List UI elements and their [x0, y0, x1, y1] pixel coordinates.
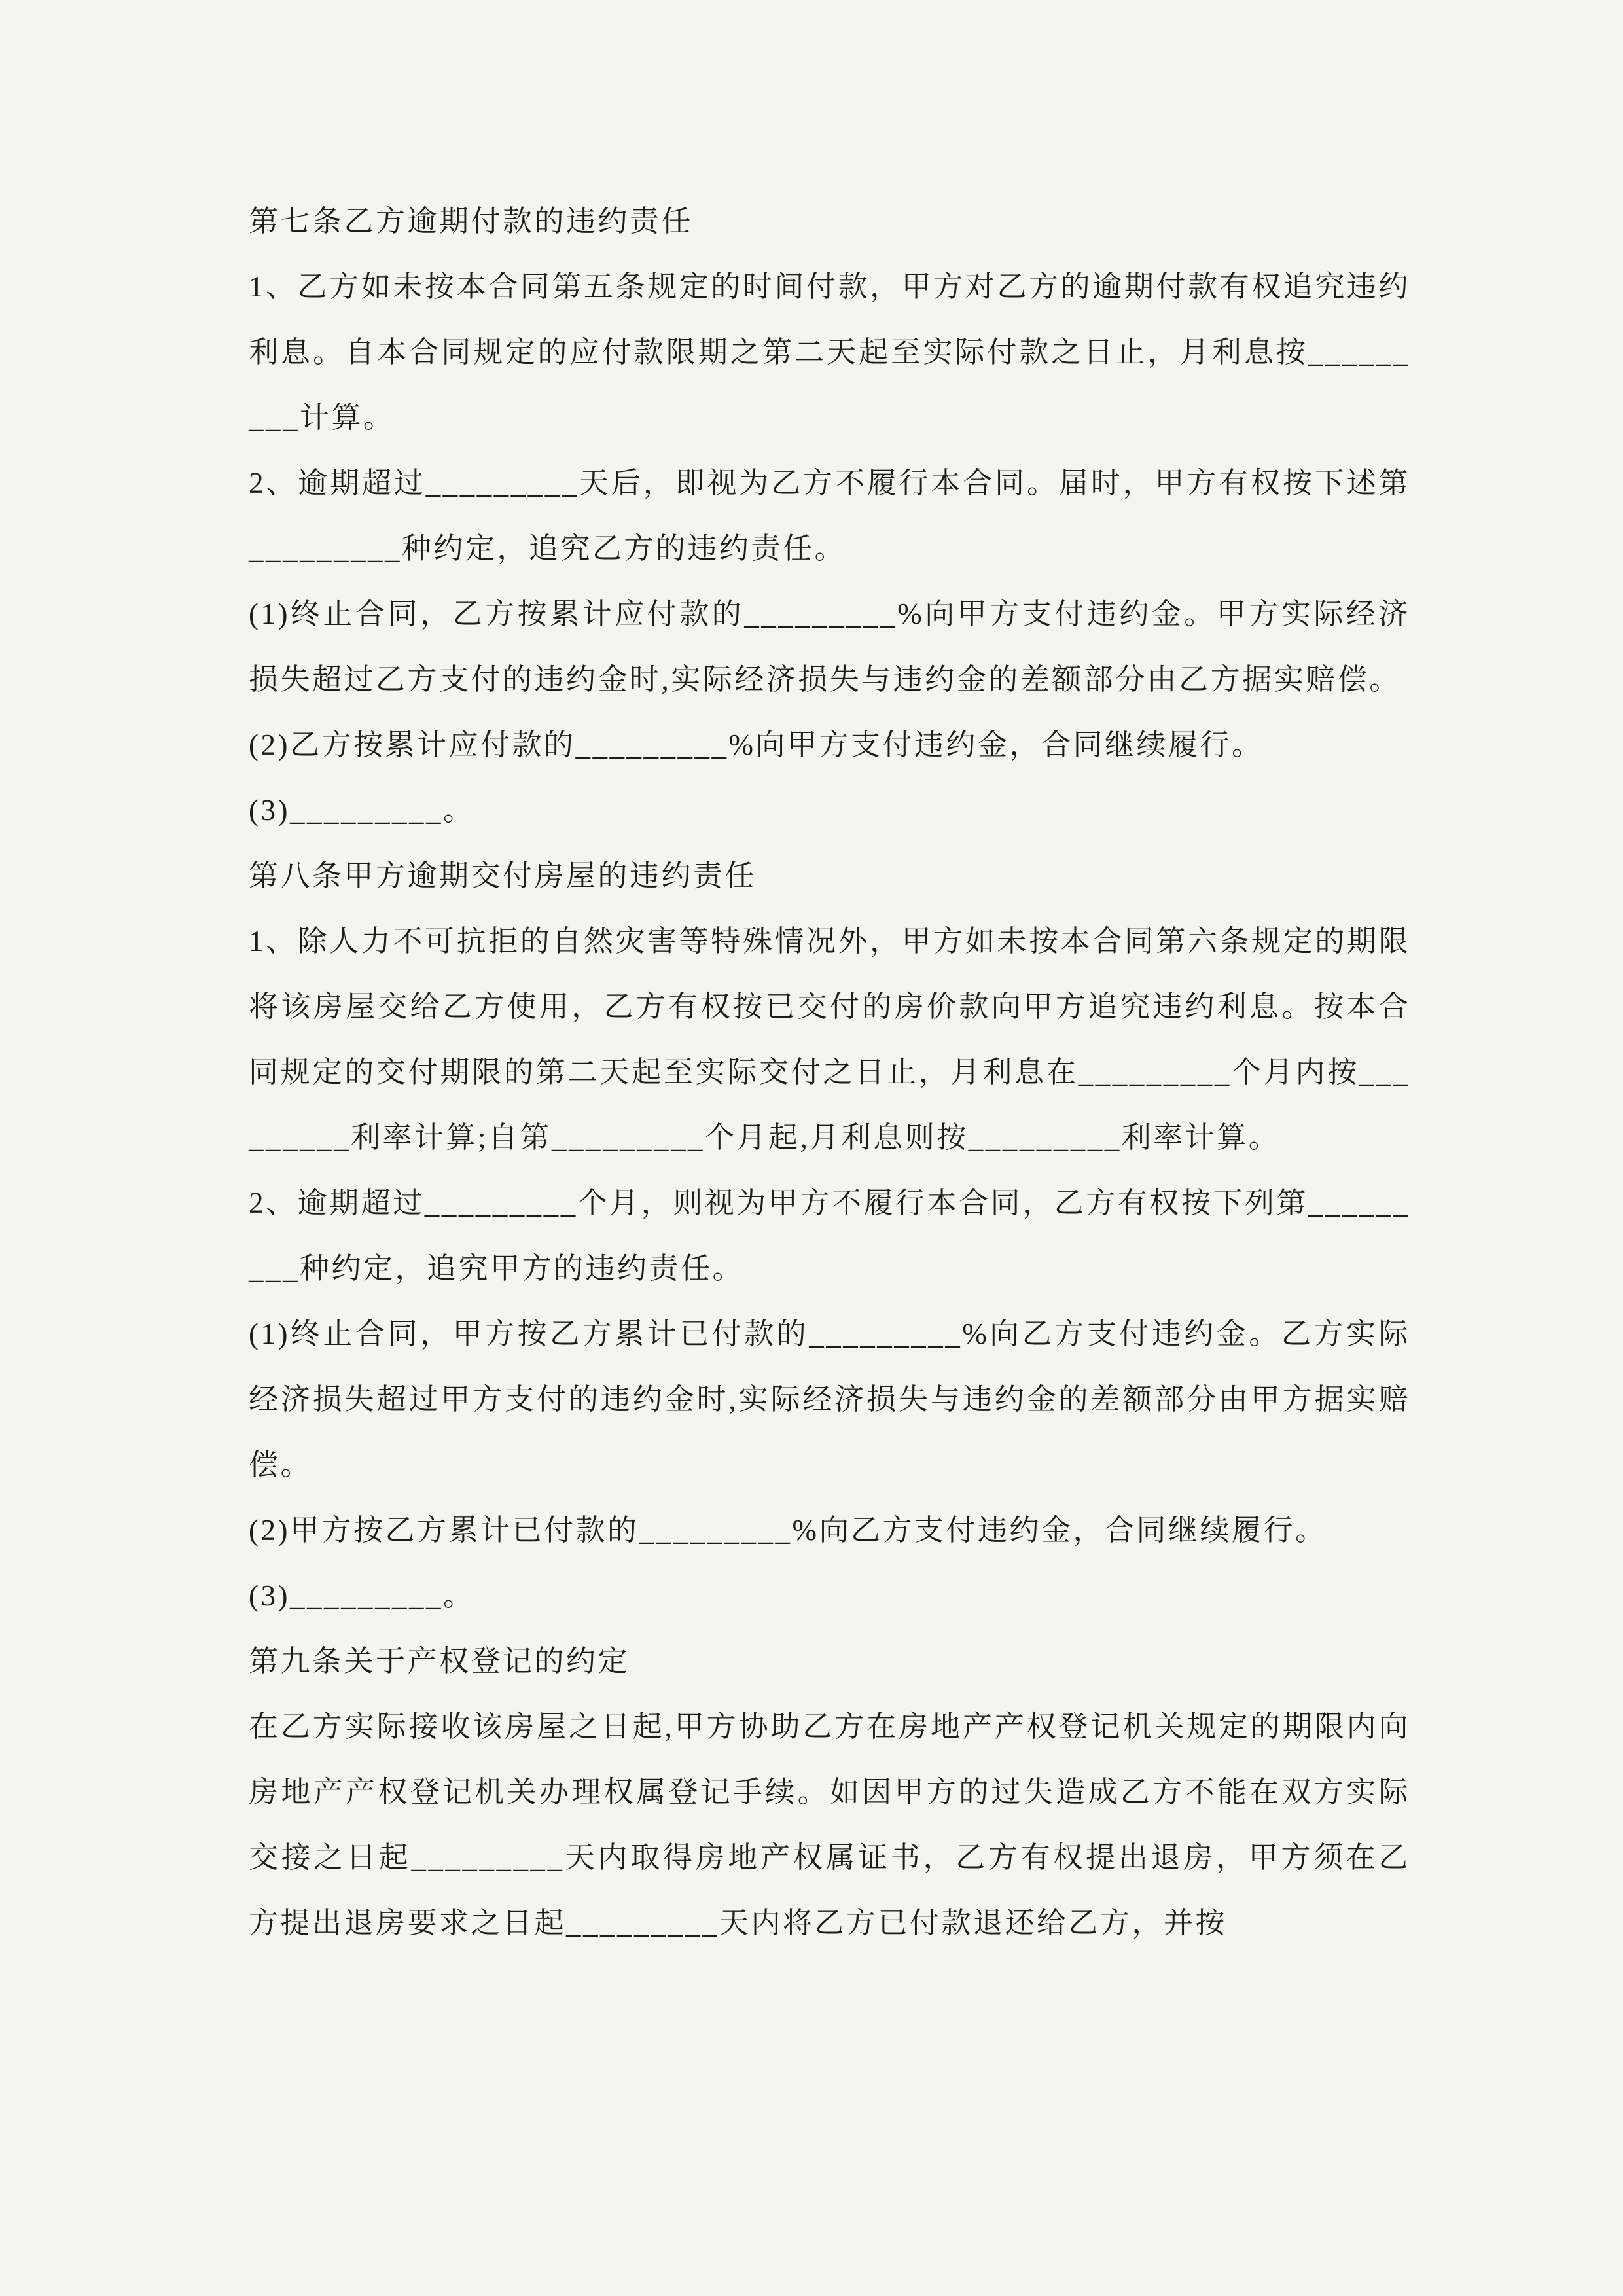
clause-8-title: 第八条甲方逾期交付房屋的违约责任 — [249, 859, 757, 892]
clause-7-title: 第七条乙方逾期付款的违约责任 — [249, 205, 694, 238]
clause-8-item-2: 2、逾期超过_________个月，则视为甲方不履行本合同，乙方有权按下列第_________种约定，追究甲方的违约责任。 — [249, 1187, 1410, 1285]
clause-8-subclause-2: (2)甲方按乙方累计已付款的_________%向乙方支付违约金，合同继续履行。 — [249, 1514, 1327, 1547]
clause-7-subclause-3: (3)_________。 — [249, 794, 475, 827]
clause-8-subclause-1: (1)终止合同，甲方按乙方累计已付款的_________%向乙方支付违约金。乙方实际经济损失超过甲方支付的违约金时,实际经济损失与违约金的差额部分由甲方据实赔偿。 — [249, 1318, 1410, 1481]
clause-9-title: 第九条关于产权登记的约定 — [249, 1645, 630, 1677]
clause-7-subclause-1: (1)终止合同，乙方按累计应付款的_________%向甲方支付违约金。甲方实际经济损失超过乙方支付的违约金时,实际经济损失与违约金的差额部分由乙方据实赔偿。 — [249, 598, 1410, 696]
clause-7-item-1: 1、乙方如未按本合同第五条规定的时间付款，甲方对乙方的逾期付款有权追究违约利息。自本合同规定的应付款限期之第二天起至实际付款之日止，月利息按_________计算。 — [249, 270, 1410, 434]
clause-7-item-2: 2、逾期超过_________天后，即视为乙方不履行本合同。届时，甲方有权按下述第_________种约定，追究乙方的违约责任。 — [249, 467, 1410, 565]
clause-7-subclause-2: (2)乙方按累计应付款的_________%向甲方支付违约金，合同继续履行。 — [249, 728, 1264, 761]
clause-8-subclause-3: (3)_________。 — [249, 1579, 475, 1612]
contract-body — [249, 188, 1410, 1956]
clause-9-body: 在乙方实际接收该房屋之日起,甲方协助乙方在房地产产权登记机关规定的期限内向房地产产权登记机关办理权属登记手续。如因甲方的过失造成乙方不能在双方实际交接之日起_________天内取得房地产权属证书，乙方有权提出退房，甲方须在乙方提出退房要求之日起_________天内将乙方已付款退还给乙方，并按 — [249, 1710, 1410, 1939]
clause-8-item-1: 1、除人力不可抗拒的自然灾害等特殊情况外，甲方如未按本合同第六条规定的期限将该房屋交给乙方使用，乙方有权按已交付的房价款向甲方追究违约利息。按本合同规定的交付期限的第二天起至实际交付之日止，月利息在_________个月内按_________利率计算;自第_________个月起,月利息则按_________利率计算。 — [249, 925, 1410, 1154]
